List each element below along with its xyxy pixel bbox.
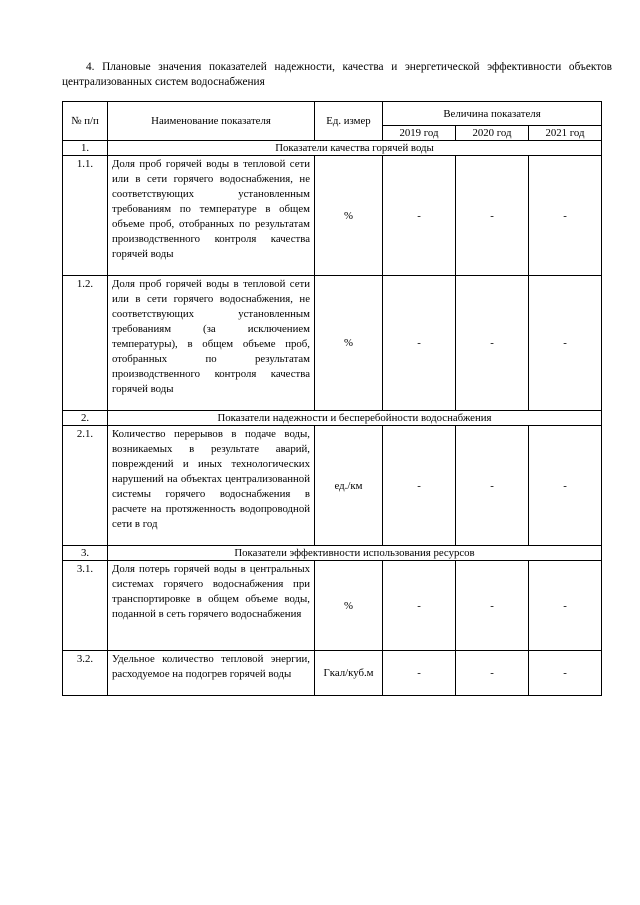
unit-cell: % bbox=[315, 276, 383, 411]
section-row bbox=[63, 546, 602, 561]
section-number: 1. bbox=[63, 141, 108, 156]
value-2021: - bbox=[529, 156, 602, 276]
indicator-name: Доля проб горячей воды в тепловой сети или в сети горячего водоснабжения, не соответствующих установленным требованиям по температуре в общем объеме проб, отобранных по результатам производственного контроля качества горячей воды bbox=[108, 156, 315, 276]
column-header-value-group: Величина показателя bbox=[383, 102, 602, 126]
column-header-name: Наименование показателя bbox=[108, 102, 315, 141]
section-title: Показатели надежности и бесперебойности водоснабжения bbox=[108, 411, 602, 426]
column-header-unit: Ед. измер bbox=[315, 102, 383, 141]
table-body bbox=[63, 141, 602, 696]
indicator-name: Удельное количество тепловой энергии, расходуемое на подогрев горячей воды bbox=[108, 651, 315, 696]
value-2019: - bbox=[383, 426, 456, 546]
table-row bbox=[63, 156, 602, 276]
section-number: 2. bbox=[63, 411, 108, 426]
value-2020: - bbox=[456, 276, 529, 411]
heading-line-1: 4. Плановые значения показателей надежности, качества и энергетической эффективности bbox=[86, 61, 562, 73]
value-2019: - bbox=[383, 561, 456, 651]
value-2020: - bbox=[456, 561, 529, 651]
indicators-table bbox=[62, 101, 602, 696]
section-number: 3. bbox=[63, 546, 108, 561]
table-row bbox=[63, 561, 602, 651]
value-2021: - bbox=[529, 651, 602, 696]
unit-cell: Гкал/куб.м bbox=[315, 651, 383, 696]
value-2020: - bbox=[456, 651, 529, 696]
table-row bbox=[63, 651, 602, 696]
section-heading bbox=[62, 60, 612, 90]
indicator-name: Количество перерывов в подаче воды, возникаемых в результате аварий, повреждений и иных технологических нарушений на объектах централизованной системы горячего водоснабжения в расчете на протяженность водопроводной сети в год bbox=[108, 426, 315, 546]
table-row bbox=[63, 276, 602, 411]
value-2021: - bbox=[529, 426, 602, 546]
value-2021: - bbox=[529, 561, 602, 651]
indicator-name: Доля проб горячей воды в тепловой сети или в сети горячего водоснабжения, не соответствующих установленным требованиям (за исключением температуры), в общем объеме проб, отобранных по результатам производственного контроля качества горячей воды bbox=[108, 276, 315, 411]
indicator-name: Доля потерь горячей воды в центральных системах горячего водоснабжения при транспортировке в общем объеме воды, поданной в сеть горячего водоснабжения bbox=[108, 561, 315, 651]
value-2020: - bbox=[456, 156, 529, 276]
unit-cell: % bbox=[315, 561, 383, 651]
table-head bbox=[63, 102, 602, 141]
column-header-year: 2021 год bbox=[529, 126, 602, 141]
value-2021: - bbox=[529, 276, 602, 411]
column-header-year: 2020 год bbox=[456, 126, 529, 141]
value-2019: - bbox=[383, 651, 456, 696]
row-number: 2.1. bbox=[63, 426, 108, 546]
section-title: Показатели качества горячей воды bbox=[108, 141, 602, 156]
value-2019: - bbox=[383, 156, 456, 276]
column-header-num: № п/п bbox=[63, 102, 108, 141]
row-number: 3.2. bbox=[63, 651, 108, 696]
section-row bbox=[63, 411, 602, 426]
section-row bbox=[63, 141, 602, 156]
value-2019: - bbox=[383, 276, 456, 411]
column-header-year: 2019 год bbox=[383, 126, 456, 141]
section-title: Показатели эффективности использования ресурсов bbox=[108, 546, 602, 561]
row-number: 1.1. bbox=[63, 156, 108, 276]
row-number: 3.1. bbox=[63, 561, 108, 651]
table-row bbox=[63, 426, 602, 546]
heading-line-2: объектов централизованных систем водоснабжения bbox=[62, 61, 613, 88]
unit-cell: ед./км bbox=[315, 426, 383, 546]
row-number: 1.2. bbox=[63, 276, 108, 411]
value-2020: - bbox=[456, 426, 529, 546]
unit-cell: % bbox=[315, 156, 383, 276]
